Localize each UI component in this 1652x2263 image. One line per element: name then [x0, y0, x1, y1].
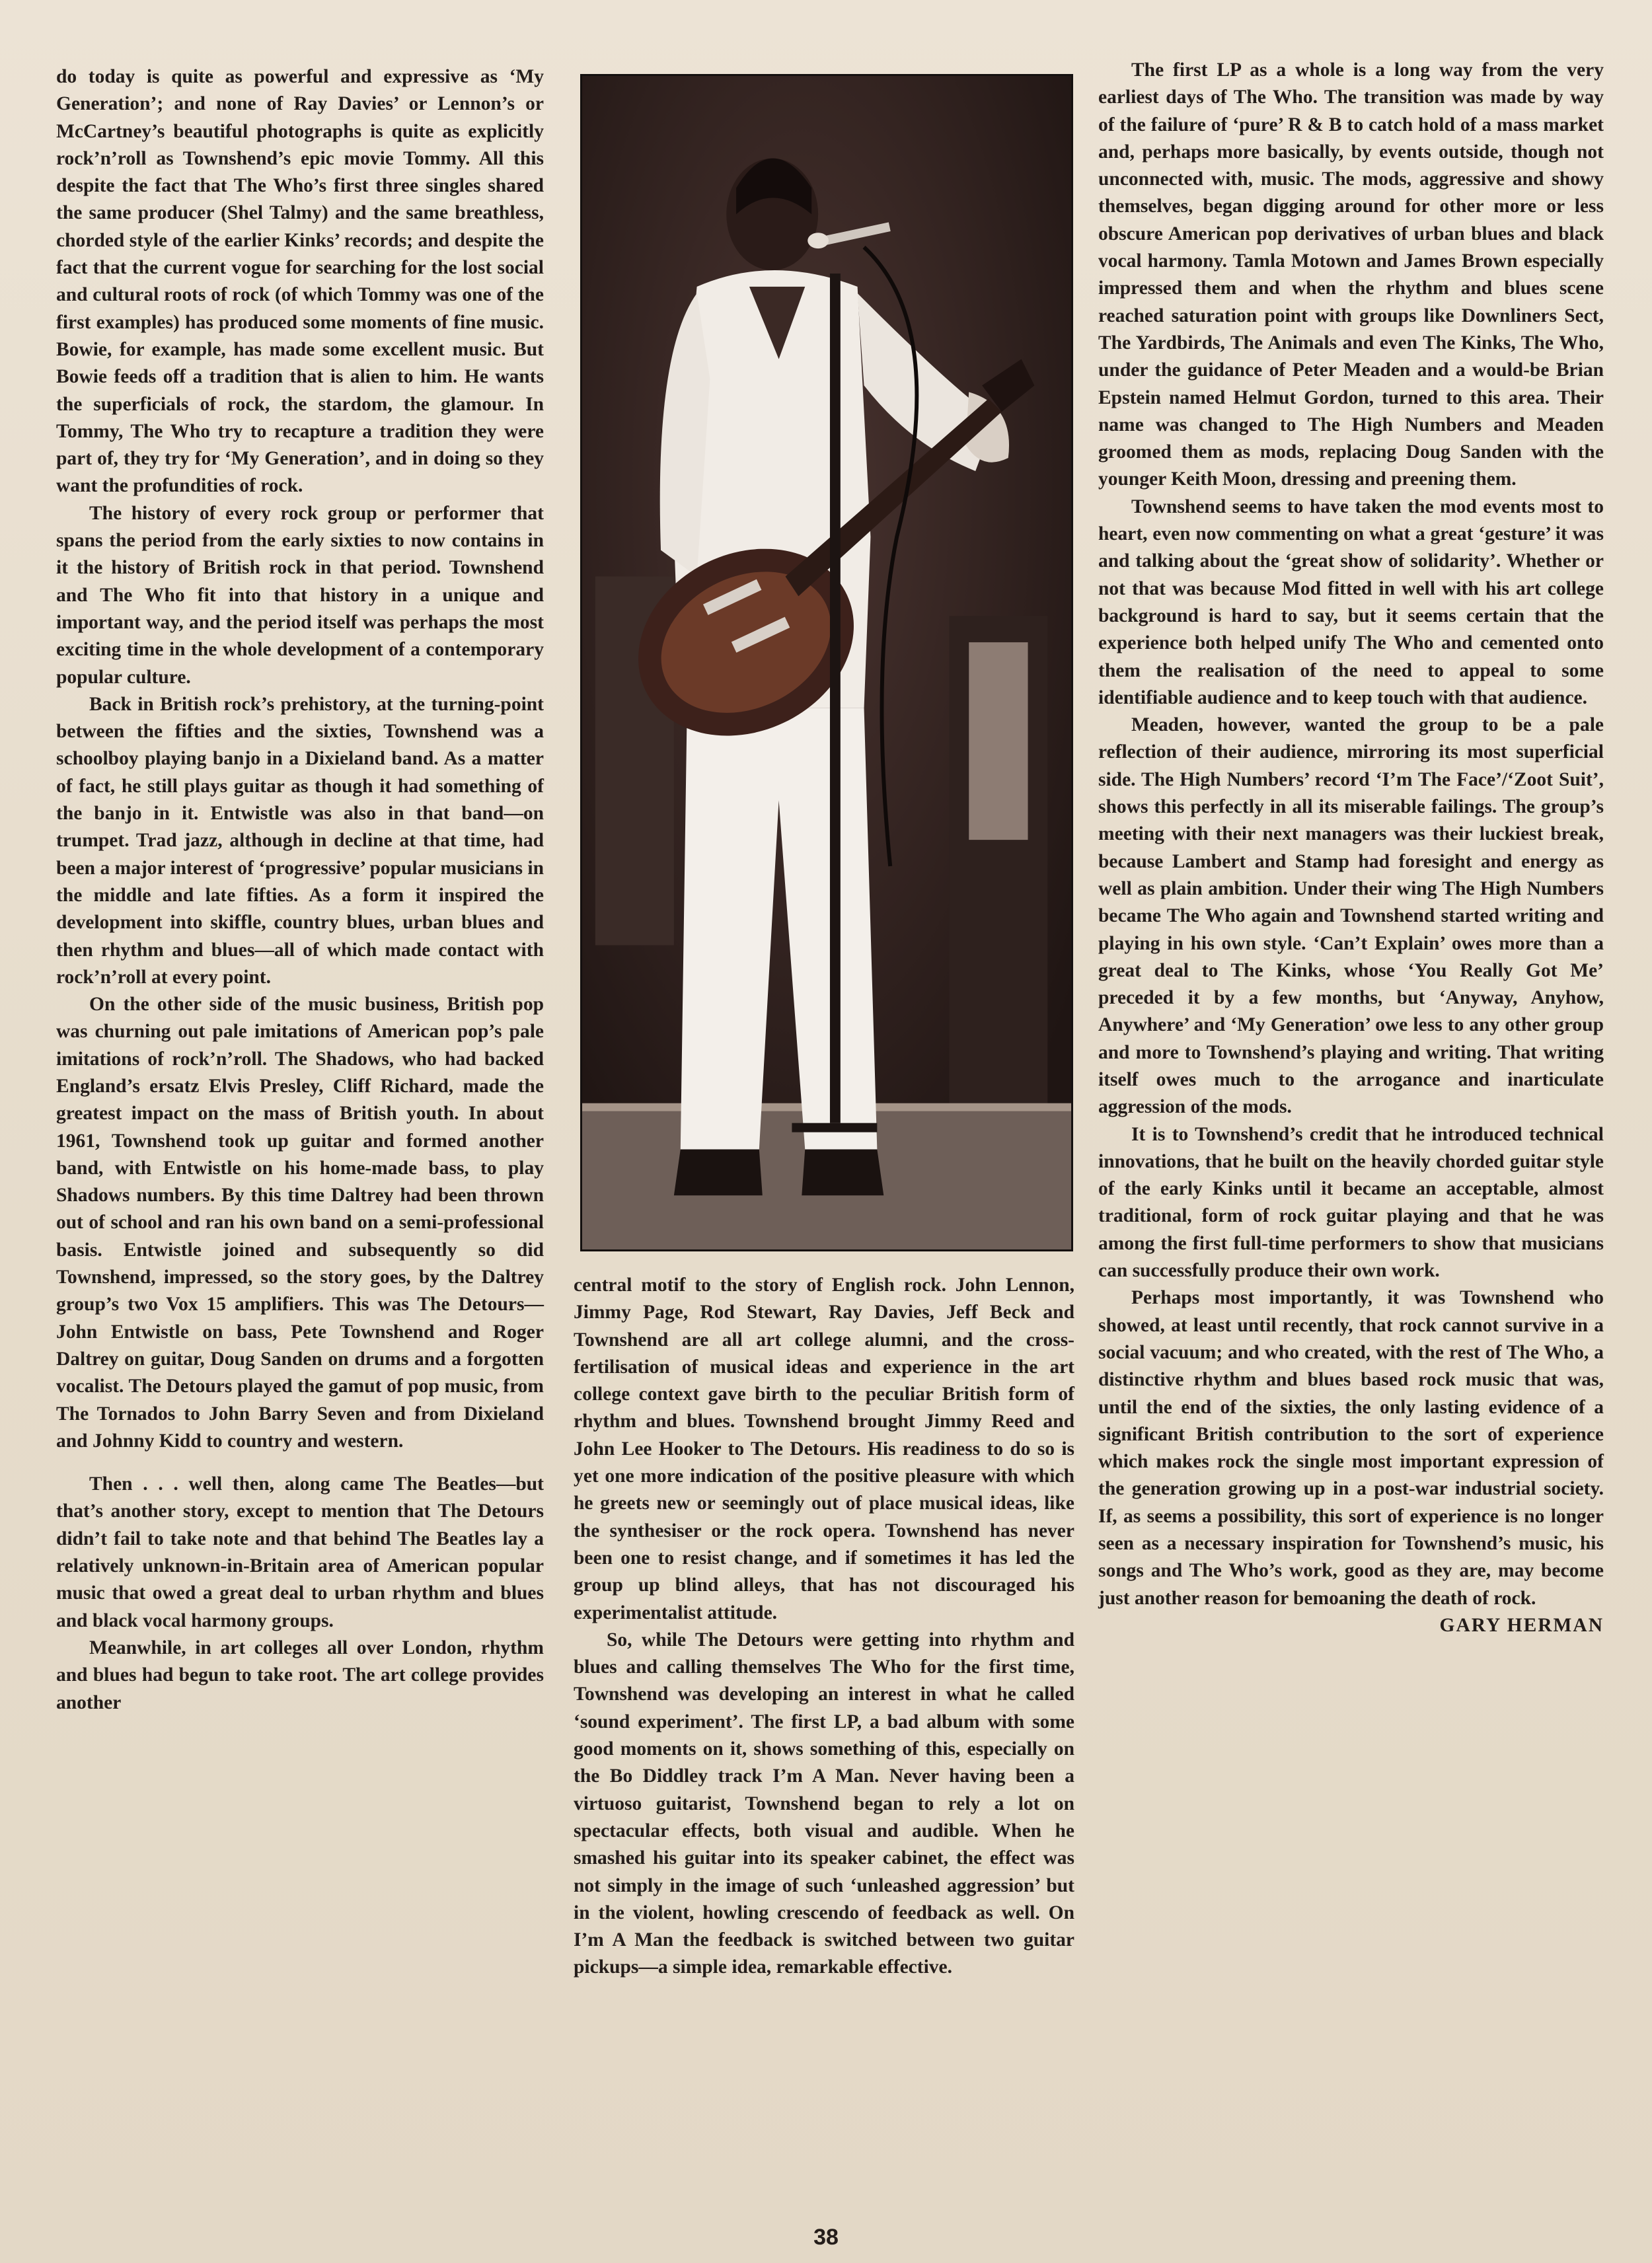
paragraph: Then . . . well then, along came The Beatles—but that’s another story, except to mention that The Detours didn’t fail to take note and that behind The Beatles lay a relatively unknown-in-Britain area of American popular music that owed a great deal to urban rhythm and blues and black vocal harmony groups. — [56, 1473, 544, 1631]
article-column-left — [56, 63, 544, 1717]
paragraph: It is to Townshend’s credit that he introduced technical innovations, that he built on the heavily chorded guitar style of the early Kinks until it became an acceptable, almost traditional, form of rock guitar playing and that he was among the first full-time performers to show that musicians can successfully produce their own work. — [1098, 1123, 1604, 1282]
paragraph: Meaden, however, wanted the group to be a pale reflection of their audience, mirroring its most superficial side. The High Numbers’ record ‘I’m The Face’/‘Zoot Suit’, shows this perfectly in all its miserable failings. The group’s meeting with their next managers was their luckiest break, because Lambert and Stamp had foresight and energy as well as plain ambition. Under their wing The High Numbers became The Who again and Townshend started writing and playing in his own style. ‘Can’t Explain’ owes more than a great deal to The Kinks, whose ‘You Really Got Me’ preceded it by a few months, but ‘Anyway, Anyhow, Anywhere’ and ‘My Generation’ owe less to any other group and more to Townshend’s playing and writing. That writing itself owes much to the arrogance and inarticulate aggression of the mods. — [1098, 714, 1604, 1118]
paragraph: central motif to the story of English rock. John Lennon, Jimmy Page, Rod Stewart, Ray Davies, Jeff Beck and Townshend are all art college alumni, and the cross-fertilisation of musical ideas and experience in the art college context gave birth to the peculiar British form of rhythm and blues. Townshend brought Jimmy Reed and John Lee Hooker to The Detours. His readiness to do so is yet one more indication of the positive pleasure with which he greets new or seemingly out of place musical ideas, like the synthesiser or the rock opera. Townshend has never been one to resist change, and if sometimes it has led the group up blind alleys, that has not discouraged his experimentalist attitude. — [574, 1275, 1074, 1623]
paragraph: The history of every rock group or performer that spans the period from the early sixties to now contains in it the history of British rock in that period. Townshend and The Who fit into that history in a unique and important way, and the period itself was perhaps the most exciting time in the whole development of a contemporary popular culture. — [56, 502, 544, 688]
paragraph: Meanwhile, in art colleges all over London, rhythm and blues had begun to take root. The art college provides another — [56, 1637, 544, 1713]
guitarist-photo-illustration — [582, 76, 1071, 1249]
paragraph: Back in British rock’s prehistory, at the turning-point between the fifties and the sixties, Townshend was a schoolboy playing banjo in a Dixieland band. As a matter of fact, he still plays guitar as though it had something of the banjo in it. Entwistle was also in that band—on trumpet. Trad jazz, although in decline at that time, had been a major interest of ‘progressive’ popular musicians in the middle and late fifties. As a form it inspired the development into skiffle, country blues, urban blues and then rhythm and blues—all of which made contact with rock’n’roll at every point. — [56, 693, 544, 988]
paragraph: On the other side of the music business, British pop was churning out pale imitations of American pop’s pale imitations of rock’n’roll. The Shadows, who had backed England’s ersatz Elvis Presley, Cliff Richard, made the greatest impact on the mass of British youth. In about 1961, Townshend took up guitar and formed another band, with Entwistle on his home-made bass, to play Shadows numbers. By this time Daltrey had been thrown out of school and ran his own band on a semi-professional basis. Entwistle joined and subsequently so did Townshend, impressed, so the story goes, by the Daltrey group’s two Vox 15 amplifiers. This was The Detours—John Entwistle on bass, Pete Townshend and Roger Daltrey on guitar, Doug Sanden on drums and a forgotten vocalist. The Detours played the gamut of pop music, from The Tornados to John Barry Seven and from Dixieland and Johnny Kidd to country and western. — [56, 994, 544, 1452]
paragraph: The first LP as a whole is a long way from the very earliest days of The Who. The transition was made by way of the failure of ‘pure’ R & B to catch hold of a mass market and, perhaps more basically, by events outside, though not unconnected with, music. The mods, aggressive and showy themselves, began digging around for other more or less obscure American pop derivatives of urban blues and black vocal harmony. Tamla Motown and James Brown especially impressed them and when the rhythm and blues scene reached saturation point with groups like Downliners Sect, The Yardbirds, The Animals and even The Kinks, The Who, under the guidance of Peter Meaden and a would-be Brian Epstein named Helmut Gordon, turned to this area. Their name was changed to The High Numbers and Meaden groomed them as mods, replacing Doug Sanden with the younger Keith Moon, dressing and preening them. — [1098, 59, 1604, 490]
article-column-right — [1098, 57, 1604, 1639]
paragraph: So, while The Detours were getting into rhythm and blues and calling themselves The Who for the first time, Townshend was developing an interest in what he called ‘sound experiment’. The first LP, a bad album with some good moments on it, shows something of this, especially on the Bo Diddley track I’m A Man. Never having been a virtuoso guitarist, Townshend began to rely a lot on spectacular effects, both visual and audible. When he smashed his guitar into its speaker cabinet, the effect was not simply in the image of such ‘unleashed aggression’ but in the violent, howling crescendo of feedback as well. On I’m A Man the feedback is switched between two guitar pickups—a simple idea, remarkable effective. — [574, 1629, 1074, 1978]
paragraph: do today is quite as powerful and expressive as ‘My Generation’; and none of Ray Davies’ or Lennon’s or McCartney’s beautiful photographs is quite as explicitly rock’n’roll as Townshend’s epic movie Tommy. All this despite the fact that The Who’s first three singles shared the same producer (Shel Talmy) and the same breathless, chorded style of the earlier Kinks’ records; and despite the fact that the current vogue for searching for the lost social and cultural roots of rock (of which Tommy was one of the first examples) has produced some moments of fine music. Bowie, for example, has made some excellent music. But Bowie feeds off a tradition that is alien to him. He wants the superficials of rock, the stardom, the glamour. In Tommy, The Who try to recapture a tradition they were part of, they try for ‘My Generation’, and in doing so they want the profundities of rock. — [56, 66, 544, 497]
author-byline: GARY HERMAN — [1439, 1614, 1604, 1636]
paragraph: Townshend seems to have taken the mod events most to heart, even now commenting on what a great ‘gesture’ it was and talking about the ‘great show of solidarity’. Whether or not that was because Mod fitted in well with his art college background is hard to say, but it seems certain that the experience both helped unify The Who and cemented onto them the realisation of the need to appeal to some identifiable audience and to keep touch with that audience. — [1098, 496, 1604, 708]
article-column-middle — [574, 1272, 1074, 1982]
paragraph-final — [1098, 1284, 1604, 1636]
page-number: 38 — [813, 2225, 839, 2250]
concert-photo — [580, 74, 1073, 1251]
paragraph-text: Perhaps most importantly, it was Townshend who showed, at least until recently, that rock cannot survive in a social vacuum; and who created, with the rest of The Who, a distinctive rhythm and blues based rock music that was, until the end of the sixties, the only lasting evidence of a significant British contribution to the sort of experience which makes rock the single most important expression of the generation growing up in a post-war industrial society. If, as seems a possibility, this sort of experience is no longer seen as a necessary inspiration for Townshend’s music, his songs and The Who’s work, good as they are, may become just another reason for bemoaning the death of rock. — [1098, 1287, 1604, 1609]
